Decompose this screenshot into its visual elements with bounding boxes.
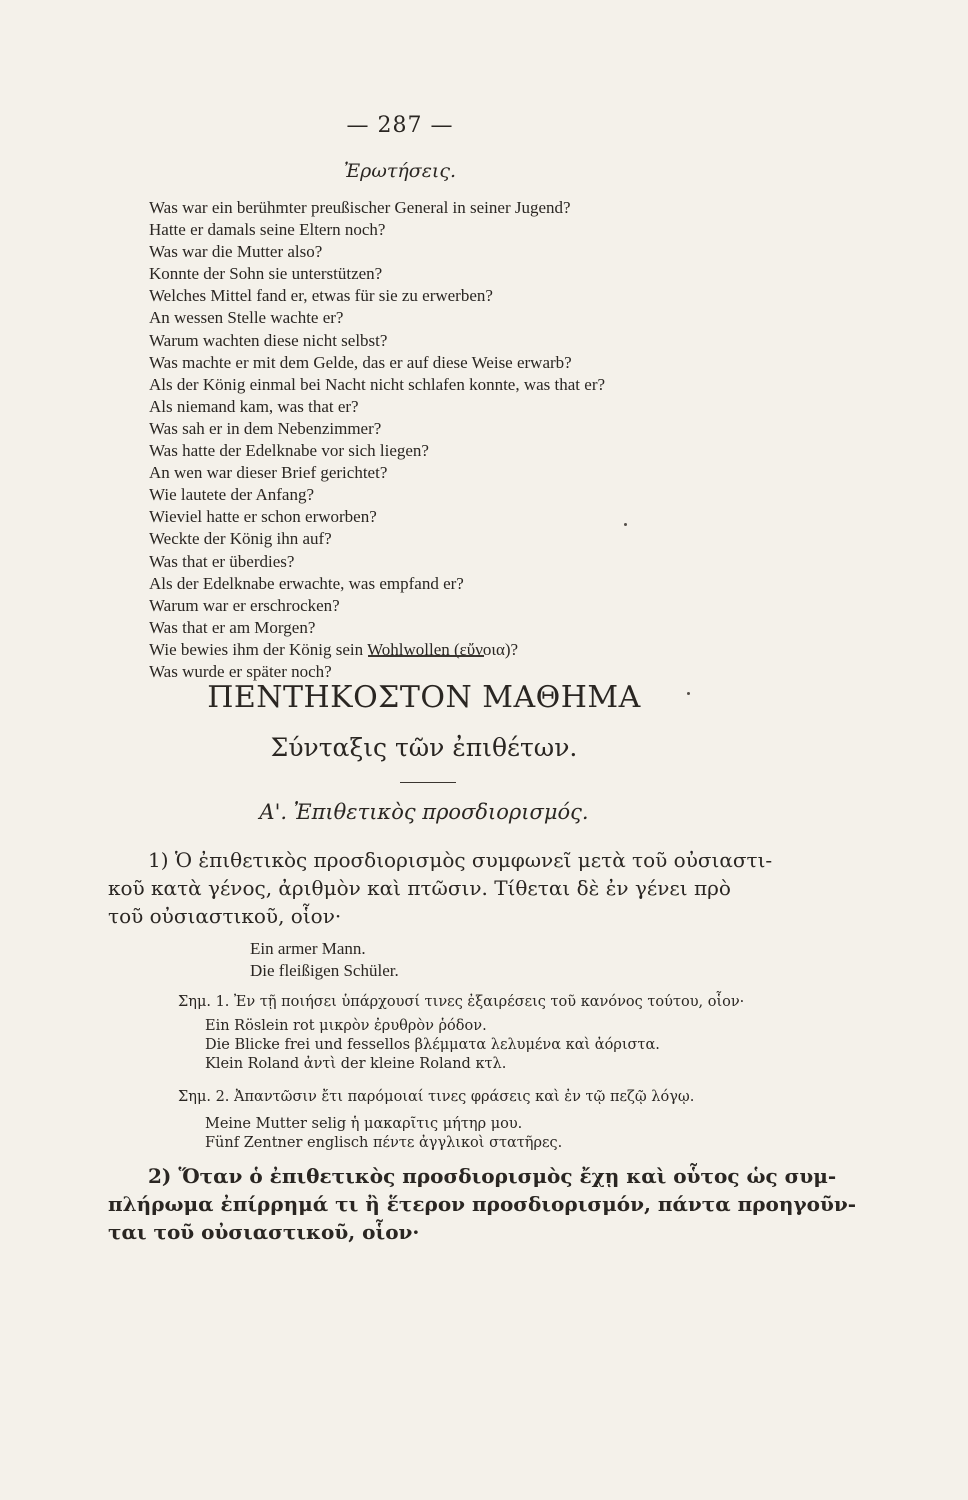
question-line: Wie bewies ihm der König sein Wohlwollen (εὔνοια)? bbox=[149, 639, 519, 659]
question-line: Was sah er in dem Nebenzimmer? bbox=[149, 418, 382, 438]
question-line: Hatte er damals seine Eltern noch? bbox=[149, 220, 386, 240]
chapter-subtitle: Σύνταξις τῶν ἐπιθέτων. bbox=[270, 733, 578, 762]
note-2-examples bbox=[205, 1115, 562, 1153]
questions-heading: Ἐρωτήσεις. bbox=[343, 160, 457, 182]
question-line: An wen war dieser Brief gerichtet? bbox=[149, 463, 388, 483]
paragraph-line: πλήρωμα ἐπίρρημά τι ἢ ἕτερον προσδιορισμόν, πάντα προηγοῦν- bbox=[108, 1192, 857, 1216]
question-line: Konnte der Sohn sie unterstützen? bbox=[149, 264, 383, 284]
note-1: Σημ. 1. Ἐν τῇ ποιήσει ὑπάρχουσί τινες ἐξαιρέσεις τοῦ κανόνος τούτου, οἷον· bbox=[178, 994, 745, 1010]
question-line: Was wurde er später noch? bbox=[149, 661, 332, 681]
note-example-line: Fünf Zentner englisch πέντε ἀγγλικοὶ στατῆρες. bbox=[205, 1135, 563, 1151]
example-line: Ein armer Mann. bbox=[250, 939, 366, 958]
paragraph-line: 2) Ὅταν ὁ ἐπιθετικὸς προσδιορισμὸς ἔχῃ καὶ οὗτος ὡς συμ- bbox=[148, 1164, 837, 1188]
subtitle-divider bbox=[400, 782, 456, 783]
note-example-line: Ein Röslein rot μικρὸν ἐρυθρὸν ῥόδον. bbox=[205, 1018, 487, 1034]
paragraph-line: ται τοῦ οὐσιαστικοῦ, οἷον· bbox=[108, 1220, 420, 1244]
questions-list bbox=[149, 197, 709, 683]
question-line: An wessen Stelle wachte er? bbox=[149, 308, 344, 328]
question-line: Warum war er erschrocken? bbox=[149, 595, 340, 615]
example-block-1 bbox=[250, 938, 399, 982]
chapter-title: ΠΕΝΤΗΚΟΣΤΟΝ ΜΑΘΗΜΑ bbox=[207, 680, 641, 715]
question-line: Wie lautete der Anfang? bbox=[149, 485, 314, 505]
note-example-line: Meine Mutter selig ἡ μακαρῖτις μήτηρ μου. bbox=[205, 1116, 523, 1132]
note-example-line: Klein Roland ἀντὶ der kleine Roland κτλ. bbox=[205, 1056, 507, 1072]
note-2: Σημ. 2. Ἀπαντῶσιν ἔτι παρόμοιαί τινες φράσεις καὶ ἐν τῷ πεζῷ λόγῳ. bbox=[178, 1089, 695, 1105]
question-line: Als der Edelknabe erwachte, was empfand er? bbox=[149, 573, 464, 593]
paragraph-line: τοῦ οὐσιαστικοῦ, οἷον· bbox=[108, 904, 342, 928]
section-divider bbox=[368, 655, 484, 657]
question-line: Was hatte der Edelknabe vor sich liegen? bbox=[149, 441, 429, 461]
rule-paragraph-2 bbox=[108, 1162, 856, 1246]
paragraph-line: 1) Ὁ ἐπιθετικὸς προσδιορισμὸς συμφωνεῖ μετὰ τοῦ οὐσιαστι- bbox=[148, 848, 773, 872]
section-a-heading: Α'. Ἐπιθετικὸς προσδιορισμός. bbox=[259, 800, 589, 824]
question-line: Wieviel hatte er schon erworben? bbox=[149, 507, 377, 527]
question-line: Was machte er mit dem Gelde, das er auf diese Weise erwarb? bbox=[149, 352, 572, 372]
note-1-examples bbox=[205, 1017, 660, 1074]
note-example-line: Die Blicke frei und fessellos βλέμματα λελυμένα καὶ ἀόριστα. bbox=[205, 1037, 660, 1053]
paragraph-line: κοῦ κατὰ γένος, ἀριθμὸν καὶ πτῶσιν. Τίθεται δὲ ἐν γένει πρὸ bbox=[108, 876, 731, 900]
question-line: Was that er am Morgen? bbox=[149, 617, 316, 637]
print-speck bbox=[624, 523, 627, 526]
rule-paragraph-1 bbox=[108, 846, 773, 930]
question-line: Als niemand kam, was that er? bbox=[149, 396, 359, 416]
page-number: — 287 — bbox=[346, 113, 454, 138]
question-line: Weckte der König ihn auf? bbox=[149, 529, 332, 549]
question-line: Welches Mittel fand er, etwas für sie zu erwerben? bbox=[149, 286, 493, 306]
print-speck bbox=[687, 692, 690, 695]
question-line: Als der König einmal bei Nacht nicht schlafen konnte, was that er? bbox=[149, 374, 606, 394]
question-line: Was that er überdies? bbox=[149, 551, 295, 571]
question-line: Was war ein berühmter preußischer General in seiner Jugend? bbox=[149, 198, 571, 217]
question-line: Was war die Mutter also? bbox=[149, 242, 323, 262]
question-line: Warum wachten diese nicht selbst? bbox=[149, 330, 388, 350]
example-line: Die fleißigen Schüler. bbox=[250, 961, 399, 980]
